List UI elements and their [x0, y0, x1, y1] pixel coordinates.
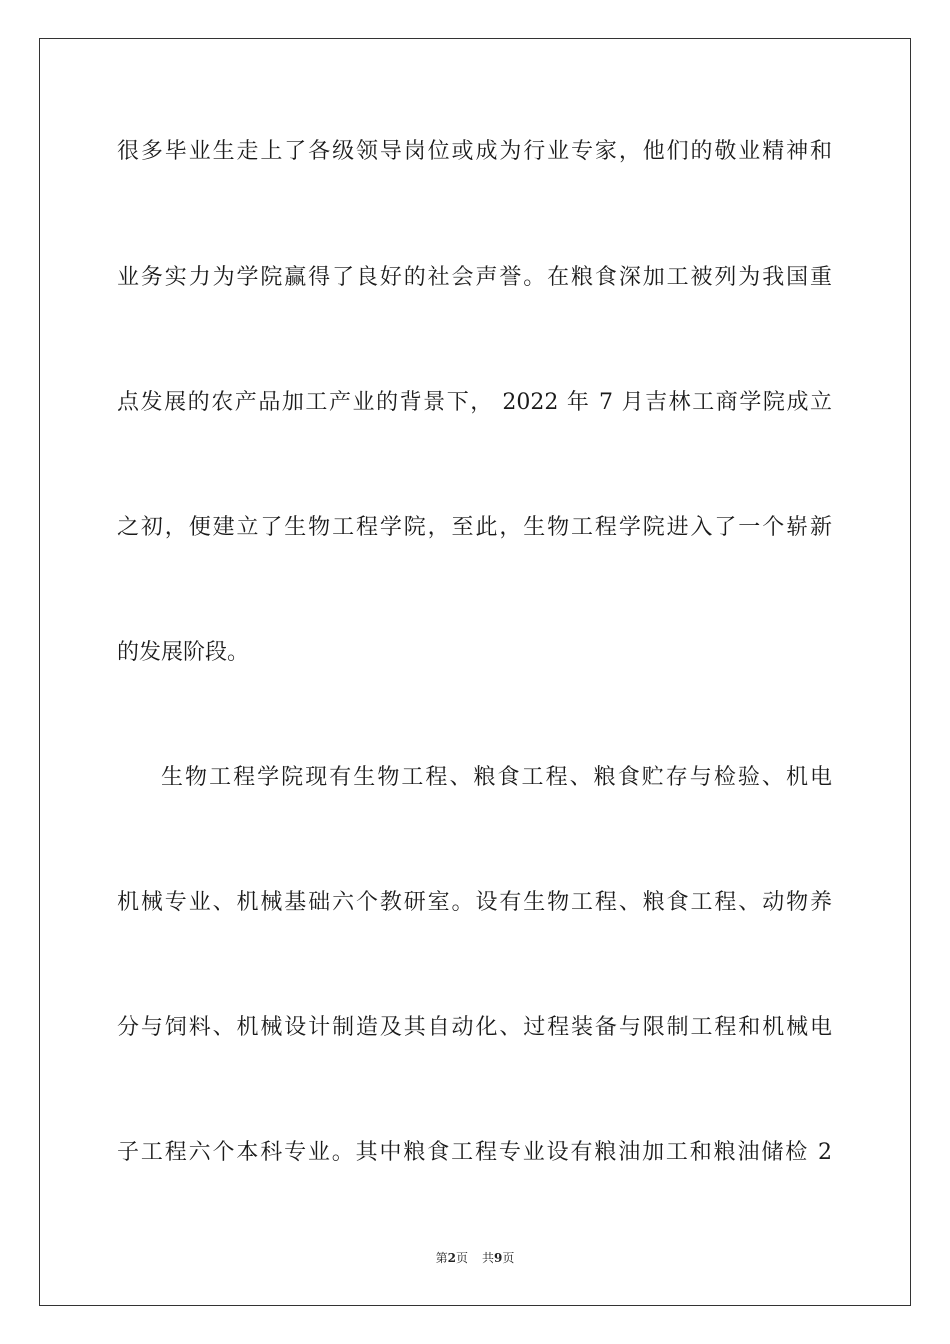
paragraph-1-line-3: 点发展的农产品加工产业的背景下， 2022 年 7 月吉林工商学院成立 — [117, 390, 832, 415]
paragraph-1-line-2: 业务实力为学院赢得了良好的社会声誉。在粮食深加工被列为我国重 — [117, 265, 832, 290]
footer-total-prefix: 共 — [482, 1251, 495, 1265]
page-footer — [0, 1250, 950, 1266]
footer-total-unit: 页 — [502, 1251, 515, 1265]
paragraph-1-line-4: 之初，便建立了生物工程学院，至此，生物工程学院进入了一个崭新 — [117, 515, 832, 540]
paragraph-2-line-1: 生物工程学院现有生物工程、粮食工程、粮食贮存与检验、机电 — [161, 765, 832, 790]
footer-page-total: 9 — [494, 1251, 503, 1265]
footer-page-prefix: 第 — [435, 1251, 448, 1265]
paragraph-1-line-5: 的发展阶段。 — [117, 640, 250, 665]
paragraph-2-line-3: 分与饲料、机械设计制造及其自动化、过程装备与限制工程和机械电 — [117, 1015, 832, 1040]
page-border — [39, 38, 911, 1306]
footer-page-current: 2 — [447, 1251, 456, 1265]
paragraph-2-line-2: 机械专业、机械基础六个教研室。设有生物工程、粮食工程、动物养 — [117, 890, 832, 915]
paragraph-2-line-4: 子工程六个本科专业。其中粮食工程专业设有粮油加工和粮油储检 2 — [117, 1140, 832, 1165]
footer-page-unit: 页 — [455, 1251, 468, 1265]
paragraph-1-line-1: 很多毕业生走上了各级领导岗位或成为行业专家，他们的敬业精神和 — [117, 139, 832, 164]
